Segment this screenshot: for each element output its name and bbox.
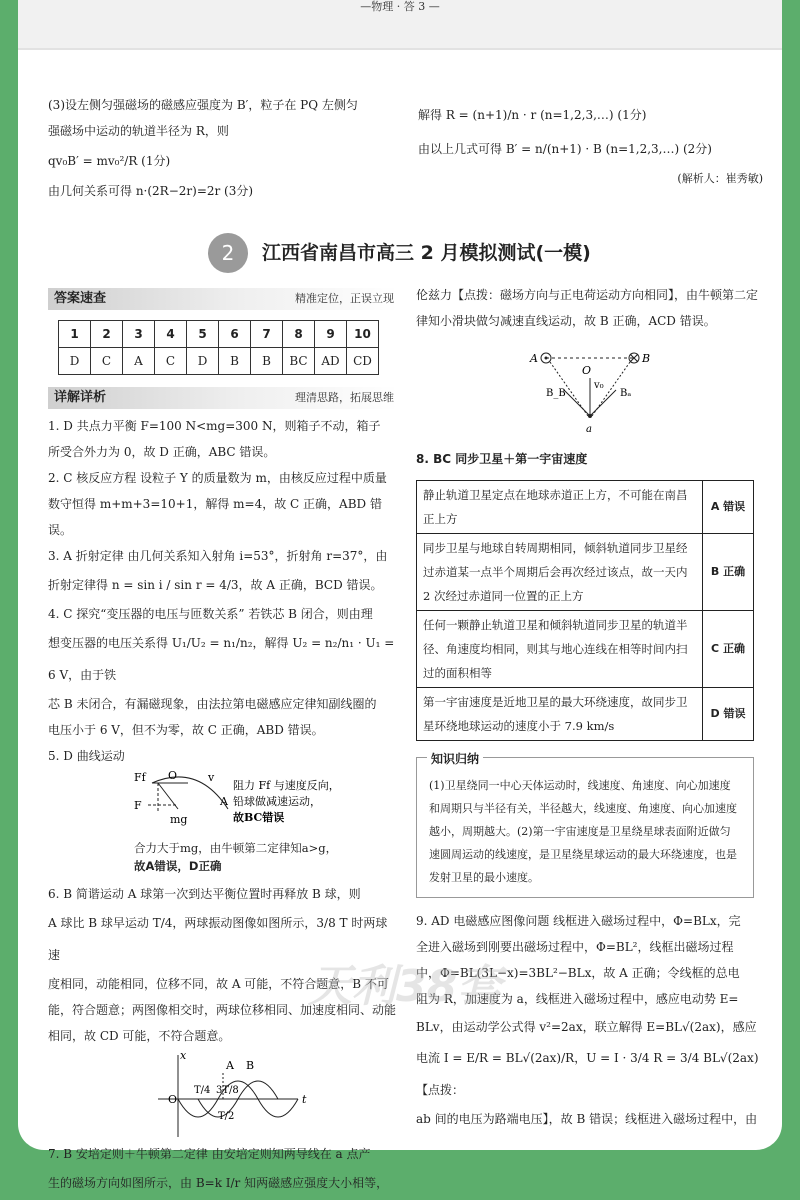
answer-key: BC (283, 348, 315, 375)
answer-key: A (123, 348, 155, 375)
q6-label-t4: T/4 (194, 1085, 211, 1096)
q2-line: 2. C 核反应方程 设粒子 Y 的质量数为 m，由核反应过程中质量 (48, 471, 387, 485)
q5-trajectory (152, 777, 228, 809)
q6-label-a: A (226, 1059, 234, 1072)
answer-number: 10 (347, 321, 379, 348)
q6-line: 度相同，动能相同，位移不同，故 A 可能，不符合题意，B 不可 (48, 977, 389, 991)
q4-line: 想变压器的电压关系得 U₁/U₂ = n₁/n₂，解得 U₂ = n₂/n₁ · U₁ = 6 V，由于铁 (48, 636, 395, 682)
q8-verdict: D 错误 (703, 688, 754, 741)
q7-label-b: B (642, 352, 651, 365)
q7-label-o: O (582, 364, 592, 377)
q5-diagram (48, 769, 398, 839)
text-line: (3)设左侧匀强磁场的磁感应强度为 B′，粒子在 PQ 左侧匀 (48, 98, 358, 112)
knowledge-box (416, 752, 754, 898)
answer-number: 5 (187, 321, 219, 348)
solutions-left (48, 413, 398, 769)
answer-key: D (187, 348, 219, 375)
q6-line: 6. B 简谐运动 A 球第一次到达平衡位置时再释放 B 球，则 (48, 887, 361, 901)
q5-conclusion (48, 839, 398, 875)
q9-line: 全进入磁场到刚要出磁场过程中，Φ=BL²，线框出磁场过程 (416, 940, 734, 954)
q8-statement: 第一宇宙速度是近地卫星的最大环绕速度，故同步卫星环绕地球运动的速度小于 7.9 km/s (417, 688, 703, 741)
q7-label-v0: v₀ (594, 380, 604, 391)
q6-label-x: x (180, 1049, 187, 1062)
q4-line: 电压小于 6 V，但不为零，故 C 正确，ABD 错误。 (48, 723, 324, 737)
answer-number: 4 (155, 321, 187, 348)
q5-note: 阻力 Ff 与速度反向， (233, 779, 340, 792)
q8-statement: 静止轨道卫星定点在地球赤道正上方，不可能在南昌正上方 (417, 481, 703, 534)
q8-row (417, 688, 754, 741)
q5-note: 故BC错误 (233, 811, 285, 824)
q5-line: 故A错误，D正确 (134, 859, 222, 873)
q6-label-t: t (302, 1093, 307, 1106)
q5-label-v: v (208, 771, 215, 784)
answer-key: C (155, 348, 187, 375)
q7-bb-arrow (564, 390, 590, 416)
answer-number: 1 (59, 321, 91, 348)
q8-verdict: B 正确 (703, 534, 754, 611)
answer-key: C (91, 348, 123, 375)
q9-line: ab 间的电压为路端电压】，故 B 错误；线框进入磁场过程中，由 (416, 1112, 758, 1126)
prev-right (418, 98, 763, 192)
q7-label-pa: a (586, 424, 592, 435)
q8-row (417, 534, 754, 611)
q6-label-b: B (246, 1059, 255, 1072)
q6-line: A 球比 B 球早运动 T/4，两球振动图像如图所示，3/8 T 时两球速 (48, 916, 388, 962)
answer-number: 8 (283, 321, 315, 348)
q3-line: 3. A 折射定律 由几何关系知入射角 i=53°，折射角 r=37°，由 (48, 549, 388, 563)
text-line: 由以上几式可得 B′ = n/(n+1) · B (n=1,2,3,…) (2分) (418, 142, 712, 156)
q5-label-o: O (168, 769, 178, 782)
q5-line: 5. D 曲线运动 (48, 749, 125, 763)
watermark-logo: 天利38套 (308, 961, 502, 1012)
q8-verdict: A 错误 (703, 481, 754, 534)
q7-line: 7. B 安培定则＋牛顿第二定律 由安培定则知两导线在 a 点产 (48, 1147, 371, 1161)
q7-label-a: A (530, 352, 538, 365)
q6-label-3t8: 3T/8 (216, 1085, 239, 1096)
q9-line: 电流 I = E/R = BL√(2ax)/R，U = I · 3/4 R = 3/4 BL√(2ax)【点拨： (416, 1051, 759, 1097)
q7-wire-a-dot (545, 357, 548, 360)
q1-line: 1. D 共点力平衡 F=100 N<mg=300 N，则箱子不动，箱子 (48, 419, 381, 433)
q5-note: 铅球做减速运动， (233, 795, 321, 808)
document-page (18, 0, 782, 1190)
q6-label-o: O (168, 1093, 178, 1106)
text-line: 由几何关系可得 n·(2R−2r)=2r (3分) (48, 184, 254, 198)
page-header-title: —物理 · 答 3 — (360, 0, 440, 13)
answer-number: 9 (315, 321, 347, 348)
q9-block (416, 908, 766, 1132)
answer-key: D (59, 348, 91, 375)
answer-number: 2 (91, 321, 123, 348)
answer-number: 7 (251, 321, 283, 348)
section-banner (208, 230, 608, 276)
q7-label-ba: Bₐ (620, 388, 632, 399)
q6-svg (48, 1049, 388, 1141)
answer-number: 6 (219, 321, 251, 348)
q5-label-a: A (220, 795, 228, 808)
q7-block (48, 1141, 398, 1199)
q5-label-ff: Ff (134, 771, 146, 784)
q7-svg (416, 334, 756, 446)
q8-row (417, 481, 754, 534)
parser-credit: (解析人：崔秀敏) (677, 172, 763, 185)
q6-diagram (48, 1049, 398, 1141)
answer-number: 3 (123, 321, 155, 348)
q7-line: 生的磁场方向如图所示，由 B=k I/r 知两磁感应强度大小相等， (48, 1176, 389, 1190)
q1-line: 所受合外力为 0，故 D 正确，ABC 错误。 (48, 445, 276, 459)
q8-statement: 同步卫星与地球自转周期相同，倾斜轨道同步卫星经过赤道某一点半个周期后会再次经过该点，故一天内 2 次经过赤道同一位置的正上方 (417, 534, 703, 611)
detail-bar (48, 387, 398, 409)
detail-bar-slogan: 理清思路，拓展思维 (295, 391, 394, 404)
detail-bar-label: 详解详析 (54, 390, 107, 405)
q9-line: 阻为 R，加速度为 a，线框进入磁场过程中，感应电动势 E= (416, 992, 739, 1006)
text-line: 强磁场中运动的轨道半径为 R，则 (48, 124, 229, 138)
section-number: 2 (208, 233, 248, 273)
answer-key: AD (315, 348, 347, 375)
q4-line: 芯 B 未闭合，有漏磁现象，由法拉第电磁感应定律知副线圈的 (48, 697, 377, 711)
q7-point-a (588, 414, 592, 418)
page-header (18, 0, 782, 50)
q5-label-mg: mg (170, 813, 188, 826)
answer-key: B (251, 348, 283, 375)
q7-label-bb: B_B (546, 388, 566, 399)
answer-table (58, 320, 379, 375)
q8-statement: 任何一颗静止轨道卫星和倾斜轨道同步卫星的轨道半径、角速度均相同，则其与地心连线在相等时间内扫过的面积相等 (417, 611, 703, 688)
q6-label-t2: T/2 (218, 1111, 235, 1122)
section-title: 江西省南昌市高三 2 月模拟测试(一模) (262, 242, 591, 264)
q7-diagram (416, 334, 766, 446)
answers-bar (48, 288, 398, 310)
answer-key: CD (347, 348, 379, 375)
q9-line: BLv，由运动学公式得 v²=2ax，联立解得 E=BL√(2ax)，感应 (416, 1020, 757, 1034)
answers-bar-slogan: 精准定位，正误立现 (295, 292, 394, 305)
answer-key: B (219, 348, 251, 375)
left-column (48, 288, 398, 1199)
knowledge-title: 知识归纳 (427, 748, 483, 771)
q7-cont-line: 律知小滑块做匀减速直线运动，故 B 正确，ACD 错误。 (416, 314, 716, 328)
answers-bar-label: 答案速查 (54, 291, 107, 306)
q5-label-f: F (134, 799, 142, 812)
q7-cont-line: 伦兹力【点拨：磁场方向与正电荷运动方向相同】，由牛顿第二定 (416, 288, 759, 302)
q3-line: 折射定律得 n = sin i / sin r = 4/3，故 A 正确，BCD 错误。 (48, 578, 383, 592)
q6-line: 相同，故 CD 可能，不符合题意。 (48, 1029, 231, 1043)
q8-verdict: C 正确 (703, 611, 754, 688)
q8-row (417, 611, 754, 688)
q6-line: 能，符合题意；两图像相交时，两球位移相同、加速度相同、动能 (48, 1003, 397, 1017)
prev-left (48, 92, 408, 204)
text-line: qv₀B′ = mv₀²/R (1分) (48, 154, 171, 168)
q5-svg (48, 769, 388, 839)
text-line: 解得 R = (n+1)/n · r (n=1,2,3,…) (1分) (418, 108, 647, 122)
q9-line: 9. AD 电磁感应图像问题 线框进入磁场过程中，Φ=BLx，完 (416, 914, 741, 928)
knowledge-text: (1)卫星绕同一中心天体运动时，线速度、角速度、向心加速度和周期只与半径有关，半径越大，线速度、角速度、向心加速度越小，周期越大。(2)第一宇宙速度是卫星绕星球表面附近做匀速圆周运动的线速度，是卫星绕星球运动的最大环绕速度，也是发射卫星的最小速度。 (429, 779, 737, 884)
q8-title: 8. BC 同步卫星＋第一宇宙速度 (416, 452, 588, 466)
q4-line: 4. C 探究“变压器的电压与匝数关系” 若铁芯 B 闭合，则由理 (48, 607, 373, 621)
q8-table (416, 480, 754, 741)
q5-line: 合力大于mg，由牛顿第二定律知a>g， (134, 841, 338, 855)
q9-line: 中，Φ=BL(3L−x)=3BL²−BLx，故 A 正确；令线框的总电 (416, 966, 740, 980)
q7-ba-arrow (590, 390, 616, 416)
q2-line: 数守恒得 m+m+3=10+1，解得 m=4，故 C 正确，ABD 错误。 (48, 497, 382, 537)
